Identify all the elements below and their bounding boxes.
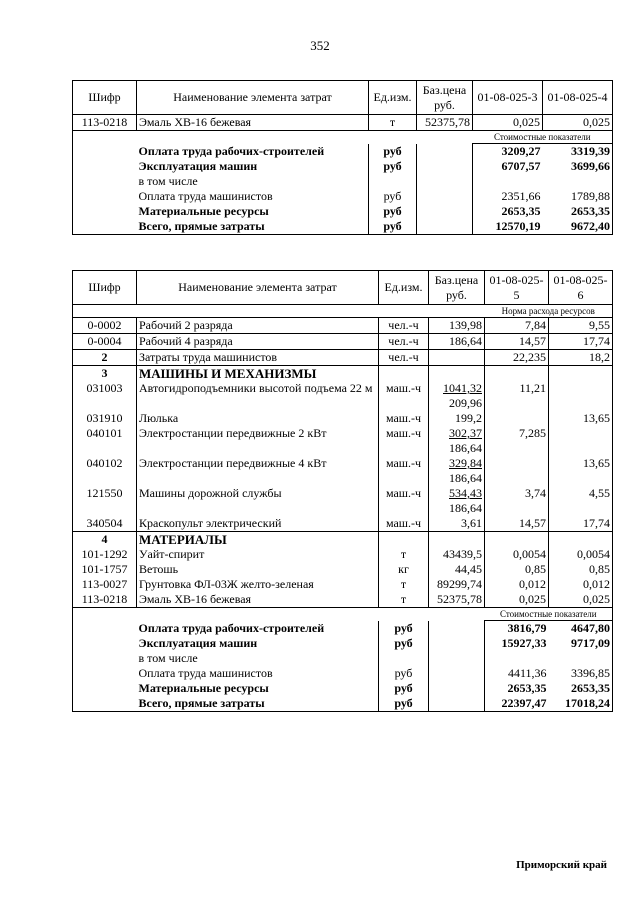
table-cell	[379, 305, 429, 318]
table-cell	[137, 608, 379, 621]
header-col1	[485, 271, 549, 305]
cell-value: 01-08-025-	[489, 272, 544, 287]
table-cell	[73, 174, 137, 189]
table-row	[73, 334, 613, 350]
table-cell	[429, 636, 485, 651]
table-row	[73, 547, 613, 562]
table-cell: Оплата труда рабочих-строителей	[138, 143, 325, 158]
table-cell: руб	[369, 219, 417, 235]
cell-value: 1041,32	[443, 381, 482, 395]
summary-row	[73, 144, 613, 160]
table-header-row	[73, 81, 613, 115]
table-cell: 0,012	[485, 577, 549, 592]
table-cell: Грунтовка ФЛ-03Ж желто-зеленая	[137, 577, 379, 592]
table-cell: 3816,79	[507, 621, 547, 635]
table-cell: 9,55	[549, 318, 613, 334]
table-cell: 3396,85	[549, 666, 613, 681]
table-cell	[369, 131, 417, 144]
summary-row	[73, 636, 613, 651]
table-row	[73, 115, 613, 131]
table-cell: маш.-ч	[379, 411, 429, 426]
table-cell: 3209,27	[501, 144, 541, 158]
norm-label: Норма расхода ресурсов	[485, 305, 613, 318]
table-cell: 3,74	[485, 486, 549, 516]
table-cell: 101-1292	[73, 547, 137, 562]
table-row	[73, 426, 613, 456]
table-cell: 031910	[73, 411, 137, 426]
table-cell: в том числе	[138, 174, 198, 188]
table-cell	[429, 456, 485, 486]
table-cell: 15927,33	[501, 636, 547, 650]
table-cell: Эмаль ХВ-16 бежевая	[137, 592, 379, 608]
table-cell	[369, 174, 417, 189]
table-cell: 18,2	[549, 350, 613, 366]
table-cell	[549, 532, 613, 548]
header-col2	[549, 271, 613, 305]
table-cell: 43439,5	[429, 547, 485, 562]
summary-row	[73, 621, 613, 637]
table-cell	[137, 305, 379, 318]
table-cell: 0,025	[549, 592, 613, 608]
table-cell	[379, 532, 429, 548]
table-cell: в том числе	[138, 651, 198, 665]
table-cell: 0,025	[485, 592, 549, 608]
table-cell: чел.-ч	[379, 350, 429, 366]
table-cell	[417, 131, 473, 144]
table-cell: Электростанции передвижные 2 кВт	[137, 426, 379, 456]
table-cell	[417, 144, 473, 160]
row-price: 52375,78	[417, 115, 473, 131]
table-cell: 2653,35	[543, 204, 613, 219]
table-cell: Рабочий 4 разряда	[137, 334, 379, 350]
table-cell: 4,55	[549, 486, 613, 516]
table-row	[73, 318, 613, 334]
table-cell: 2653,35	[549, 681, 613, 696]
table-cell: руб	[369, 144, 417, 160]
cell-value: 6	[577, 287, 584, 302]
table-cell	[73, 636, 137, 651]
table-cell	[429, 426, 485, 456]
cell-value: 186,64	[449, 501, 482, 515]
header-col1: 01-08-025-3	[473, 81, 543, 115]
table-cell: руб	[379, 636, 429, 651]
table-cell: 11,21	[485, 381, 549, 411]
table-cell: 22397,47	[485, 696, 549, 712]
table-cell	[73, 159, 137, 174]
table-row	[73, 577, 613, 592]
section-label-row	[73, 131, 613, 144]
table-cell: Материальные ресурсы	[138, 681, 269, 695]
table-cell	[417, 159, 473, 174]
table-cell: Электростанции передвижные 4 кВт	[137, 456, 379, 486]
table-cell: руб	[379, 696, 429, 712]
header-code: Шифр	[73, 81, 137, 115]
table-cell: 14,57	[485, 516, 549, 532]
table-cell: кг	[379, 562, 429, 577]
table-cell: 040102	[73, 456, 137, 486]
table-cell	[543, 174, 613, 189]
summary-row	[73, 651, 613, 666]
table-cell	[485, 651, 549, 666]
table-cell: 0,85	[485, 562, 549, 577]
table-cell	[429, 486, 485, 516]
table-cell: 340504	[73, 516, 137, 532]
table-row	[73, 486, 613, 516]
table-cell	[417, 189, 473, 204]
table-cell: Рабочий 2 разряда	[137, 318, 379, 334]
table-cell	[485, 532, 549, 548]
table-cell	[417, 219, 473, 235]
table-cell: 199,2	[429, 411, 485, 426]
table-cell: 17,74	[549, 334, 613, 350]
table-cell: 14,57	[485, 334, 549, 350]
table-cell: 9717,09	[549, 636, 613, 651]
table-cell	[429, 651, 485, 666]
table-cell: МАШИНЫ И МЕХАНИЗМЫ	[137, 366, 379, 382]
table-cell	[549, 366, 613, 382]
table-cell: Оплата труда машинистов	[138, 666, 273, 680]
table-cell	[73, 681, 137, 696]
table-cell	[73, 305, 137, 318]
table-cell: 186,64	[429, 334, 485, 350]
table-cell: 121550	[73, 486, 137, 516]
table-cell	[429, 350, 485, 366]
table-row	[73, 562, 613, 577]
table-cell: 4411,36	[507, 666, 547, 680]
table-cell	[549, 381, 613, 411]
header-col2: 01-08-025-4	[543, 81, 613, 115]
summary-row	[73, 174, 613, 189]
header-unit: Ед.изм.	[369, 81, 417, 115]
section-label: Стоимостные показатели	[485, 608, 613, 621]
section-label: Стоимостные показатели	[473, 131, 613, 144]
table-cell: 44,45	[429, 562, 485, 577]
table-cell: Оплата труда рабочих-строителей	[138, 620, 325, 635]
table-cell: 2653,35	[501, 204, 541, 218]
table-cell: 0,0054	[549, 547, 613, 562]
summary-row	[73, 681, 613, 696]
summary-row	[73, 189, 613, 204]
table-header-row	[73, 271, 613, 305]
table-cell	[429, 305, 485, 318]
header-unit: Ед.изм.	[379, 271, 429, 305]
table-cell	[73, 696, 137, 712]
table-cell: чел.-ч	[379, 318, 429, 334]
table-cell: 2	[73, 350, 137, 366]
table-cell: 0-0002	[73, 318, 137, 334]
table-cell	[429, 621, 485, 637]
row-v1: 0,025	[473, 115, 543, 131]
table-cell: 0,0054	[485, 547, 549, 562]
header-price: Баз.цена руб.	[429, 271, 485, 305]
table-cell	[73, 144, 137, 160]
section-row	[73, 350, 613, 366]
table-cell: руб	[369, 204, 417, 219]
header-name: Наименование элемента затрат	[137, 81, 369, 115]
summary-row	[73, 204, 613, 219]
summary-row	[73, 219, 613, 235]
table-cell: руб	[369, 159, 417, 174]
table-cell: 3,61	[429, 516, 485, 532]
table-cell: 1789,88	[543, 189, 613, 204]
table-cell	[429, 381, 485, 411]
table-cell: чел.-ч	[379, 334, 429, 350]
header-name: Наименование элемента затрат	[137, 271, 379, 305]
table-cell: Люлька	[137, 411, 379, 426]
table-cell: 17,74	[549, 516, 613, 532]
table-cell: 9672,40	[543, 219, 613, 235]
table-cell: Ветошь	[137, 562, 379, 577]
table-cell: 6707,57	[501, 159, 541, 173]
table-cell	[473, 174, 543, 189]
table-cell	[379, 608, 429, 621]
table-cell: 13,65	[549, 411, 613, 426]
table-cell	[429, 366, 485, 382]
row-name: Эмаль ХВ-16 бежевая	[137, 115, 369, 131]
table-cell: Краскопульт электрический	[137, 516, 379, 532]
header-code: Шифр	[73, 271, 137, 305]
summary-row	[73, 696, 613, 712]
table-cell: МАТЕРИАЛЫ	[137, 532, 379, 548]
table-cell: руб	[379, 681, 429, 696]
table-cell: маш.-ч	[379, 456, 429, 486]
table-cell: 0,85	[549, 562, 613, 577]
table-cell: 7,84	[485, 318, 549, 334]
table-cell: маш.-ч	[379, 381, 429, 411]
table-cell: 4647,80	[549, 621, 613, 637]
table-cell: 22,235	[485, 350, 549, 366]
table-cell: 3319,39	[543, 144, 613, 160]
cell-value: 01-08-025-	[553, 272, 608, 287]
table-cell: 4	[73, 532, 137, 548]
table-cell: 3699,66	[543, 159, 613, 174]
table-cell: Машины дорожной службы	[137, 486, 379, 516]
table-cell: 7,285	[485, 426, 549, 456]
table-row	[73, 381, 613, 411]
table-cell: Оплата труда машинистов	[138, 189, 273, 203]
table-cell	[73, 608, 137, 621]
table-cell: руб	[379, 621, 429, 637]
table-cell: 89299,74	[429, 577, 485, 592]
cell-value: 209,96	[449, 396, 482, 410]
table-cell: маш.-ч	[379, 426, 429, 456]
table-cell: 17018,24	[549, 696, 613, 712]
table-cell: маш.-ч	[379, 486, 429, 516]
table-cell: 0-0004	[73, 334, 137, 350]
summary-row	[73, 666, 613, 681]
norm-label-row	[73, 305, 613, 318]
table-cell: Всего, прямые затраты	[137, 696, 379, 712]
page-number: 352	[310, 38, 330, 53]
section-row	[73, 532, 613, 548]
table-row	[73, 516, 613, 532]
header-price: Баз.цена руб.	[417, 81, 473, 115]
table-cell	[549, 426, 613, 456]
table-cell	[73, 219, 137, 235]
table-cell: т	[379, 547, 429, 562]
table-cell: Уайт-спирит	[137, 547, 379, 562]
table-cell: т	[379, 577, 429, 592]
table-cell	[485, 456, 549, 486]
table-cell: 13,65	[549, 456, 613, 486]
table-cell	[73, 189, 137, 204]
table-cell: Материальные ресурсы	[138, 204, 269, 218]
table-cell: 101-1757	[73, 562, 137, 577]
table-cell: Эксплуатация машин	[138, 159, 258, 173]
cell-value: 302,37	[449, 426, 482, 440]
cell-value: 329,84	[449, 456, 482, 470]
table-cell: Автогидроподъемники высотой подъема 22 м	[137, 381, 379, 411]
table-cell: 2653,35	[507, 681, 547, 695]
cost-table-2	[72, 270, 613, 712]
table-cell: Затраты труда машинистов	[137, 350, 379, 366]
row-code: 113-0218	[73, 115, 137, 131]
cell-value: 5	[513, 287, 520, 302]
table-cell: 2351,66	[501, 189, 541, 203]
summary-row	[73, 159, 613, 174]
table-row	[73, 456, 613, 486]
cost-table-1	[72, 80, 613, 235]
table-cell	[379, 366, 429, 382]
table-cell	[73, 131, 137, 144]
table-cell	[137, 131, 369, 144]
table-cell: 139,98	[429, 318, 485, 334]
table-cell	[417, 174, 473, 189]
table-cell	[429, 696, 485, 712]
section-row	[73, 366, 613, 382]
table-cell	[429, 666, 485, 681]
row-v2: 0,025	[543, 115, 613, 131]
table-cell	[429, 681, 485, 696]
table-cell	[417, 204, 473, 219]
table-cell	[73, 204, 137, 219]
table-cell: 113-0027	[73, 577, 137, 592]
table-cell: руб	[379, 666, 429, 681]
row-unit: т	[369, 115, 417, 131]
table-row	[73, 411, 613, 426]
table-cell	[73, 621, 137, 637]
table-cell	[73, 651, 137, 666]
table-cell	[429, 532, 485, 548]
table-cell	[485, 366, 549, 382]
cell-value: 186,64	[449, 471, 482, 485]
cell-value: 186,64	[449, 441, 482, 455]
table-row	[73, 592, 613, 608]
table-cell: 12570,19	[473, 219, 543, 235]
table-cell: 52375,78	[429, 592, 485, 608]
cell-value: 534,43	[449, 486, 482, 500]
table-cell	[429, 608, 485, 621]
table-cell: руб	[369, 189, 417, 204]
section-label-row	[73, 608, 613, 621]
table-cell: Эксплуатация машин	[138, 636, 258, 650]
table-cell: 031003	[73, 381, 137, 411]
table-cell: 0,012	[549, 577, 613, 592]
table-cell: 113-0218	[73, 592, 137, 608]
footer-region: Приморский край	[516, 859, 607, 871]
table-cell: 3	[73, 366, 137, 382]
table-cell	[485, 411, 549, 426]
table-cell: 040101	[73, 426, 137, 456]
table-cell: Всего, прямые затраты	[137, 219, 369, 235]
table-cell: маш.-ч	[379, 516, 429, 532]
table-cell	[379, 651, 429, 666]
table-cell	[549, 651, 613, 666]
table-cell: т	[379, 592, 429, 608]
table-cell	[73, 666, 137, 681]
